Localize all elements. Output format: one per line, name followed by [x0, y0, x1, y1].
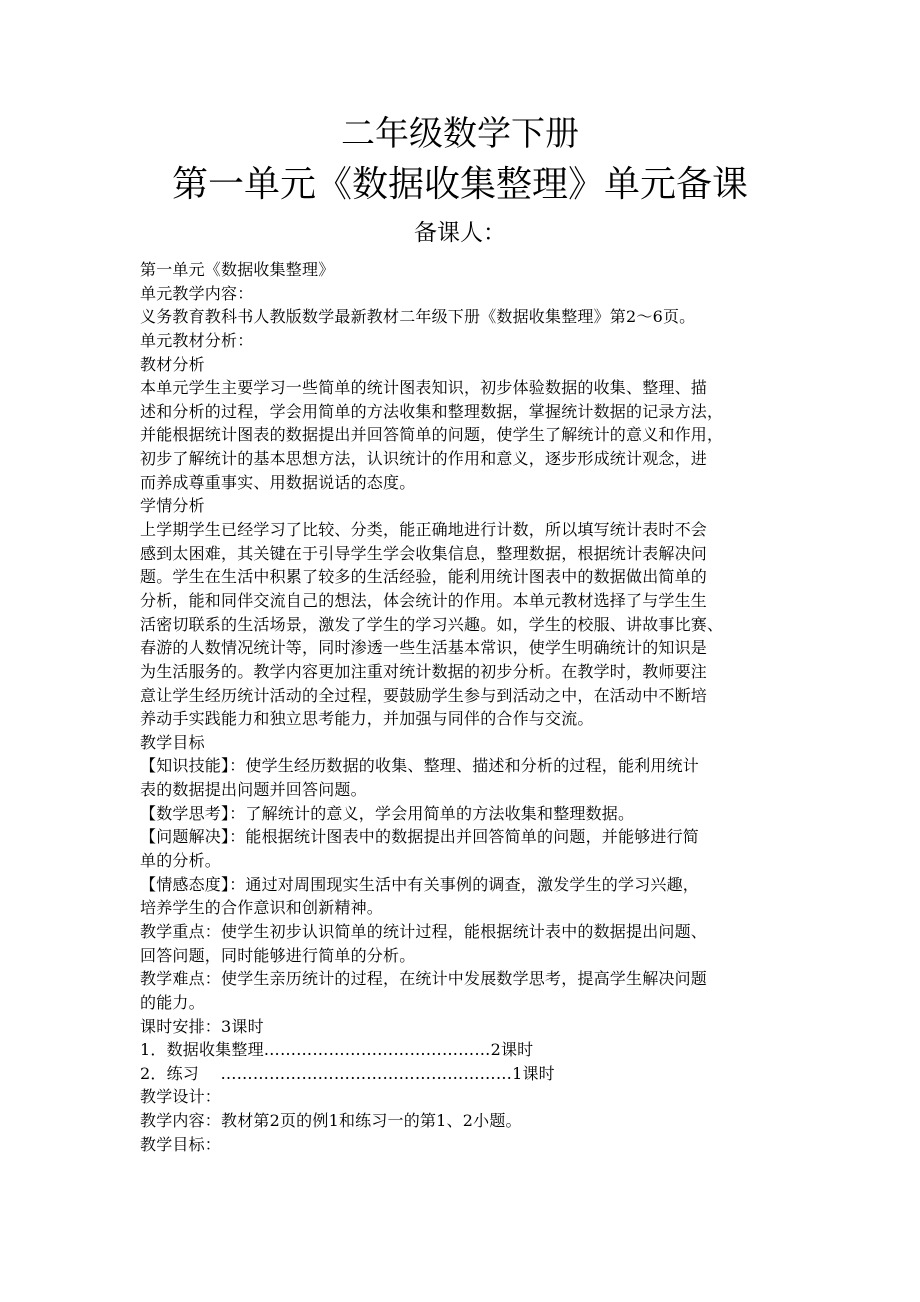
text-line: 【情感态度】：通过对周围现实生活中有关事例的调查，激发学生的学习兴趣， [140, 874, 700, 894]
text-line: 课时安排：3课时 [140, 1016, 264, 1036]
text-line: 单元教材分析： [140, 330, 254, 350]
document-title: 二年级数学下册 [341, 114, 579, 154]
text-line: 【问题解决】：能根据统计图表中的数据提出并回答简单的问题，并能够进行简 [140, 827, 700, 847]
text-line: 教学重点：使学生初步认识简单的统计过程，能根据统计表中的数据提出问题、 [140, 921, 708, 941]
text-line: 上学期学生已经学习了比较、分类，能正确地进行计数，所以填写统计表时不会 [140, 520, 708, 540]
text-line: 教学目标： [140, 1134, 222, 1154]
document-subtitle: 第一单元《数据收集整理》单元备课 [171, 164, 748, 205]
text-line: 教学难点：使学生亲历统计的过程，在统计中发展数学思考，提高学生解决问题 [140, 969, 708, 989]
text-line: 养动手实践能力和独立思考能力，并加强与同伴的合作与交流。 [140, 709, 594, 729]
text-line: 【数学思考】：了解统计的意义，学会用简单的方法收集和整理数据。 [140, 803, 635, 823]
text-line: 教学目标 [140, 732, 205, 752]
document-body [140, 258, 790, 1156]
text-line: 第一单元《数据收集整理》 [140, 260, 335, 279]
text-line: 本单元学生主要学习一些简单的统计图表知识，初步体验数据的收集、整理、描 [140, 378, 708, 398]
text-line: 义务教育教科书人教版数学最新教材二年级下册《数据收集整理》第2～6页。 [140, 307, 696, 327]
text-line: 述和分析的过程，学会用简单的方法收集和整理数据，掌握统计数据的记录方法， [140, 401, 724, 421]
text-line: 的能力。 [140, 992, 205, 1012]
text-line: 而养成尊重事实、用数据说话的态度。 [140, 472, 416, 492]
text-line: 1．数据收集整理……………………………………2课时 [140, 1040, 534, 1060]
text-line: 意让学生经历统计活动的全过程，要鼓励学生参与到活动之中，在活动中不断培 [140, 685, 708, 705]
text-line: 回答问题，同时能够进行简单的分析。 [140, 945, 416, 965]
text-line: 单元教学内容： [140, 283, 254, 303]
text-line: 为生活服务的。教学内容更加注重对统计数据的初步分析。在教学时，教师要注 [140, 661, 708, 681]
text-line: 单的分析。 [140, 851, 222, 871]
text-line: 2．练习 ………………………………………………1课时 [140, 1063, 555, 1083]
text-line: 感到太困难，其关键在于引导学生学会收集信息，整理数据，根据统计表解决问 [140, 543, 708, 563]
author-label: 备课人： [414, 220, 506, 246]
text-line: 并能根据统计图表的数据提出并回答简单的问题，使学生了解统计的意义和作用， [140, 425, 724, 445]
text-line: 教学设计： [140, 1087, 222, 1107]
text-line: 表的数据提出问题并回答问题。 [140, 780, 367, 800]
text-line: 题。学生在生活中积累了较多的生活经验，能利用统计图表中的数据做出简单的 [140, 567, 708, 587]
text-line: 活密切联系的生活场景，激发了学生的学习兴趣。如，学生的校服、讲故事比赛、 [140, 614, 724, 634]
text-line: 学情分析 [140, 496, 205, 516]
text-line: 【知识技能】：使学生经历数据的收集、整理、描述和分析的过程，能利用统计 [140, 756, 700, 776]
text-line: 培养学生的合作意识和创新精神。 [140, 898, 384, 918]
text-line: 初步了解统计的基本思想方法，认识统计的作用和意义，逐步形成统计观念，进 [140, 449, 708, 469]
text-line: 教材分析 [140, 354, 205, 374]
text-line: 春游的人数情况统计等，同时渗透一些生活基本常识，使学生明确统计的知识是 [140, 638, 708, 658]
text-line: 分析，能和同伴交流自己的想法，体会统计的作用。本单元教材选择了与学生生 [140, 590, 708, 610]
text-line: 教学内容：教材第2页的例1和练习一的第1、2小题。 [140, 1111, 522, 1131]
